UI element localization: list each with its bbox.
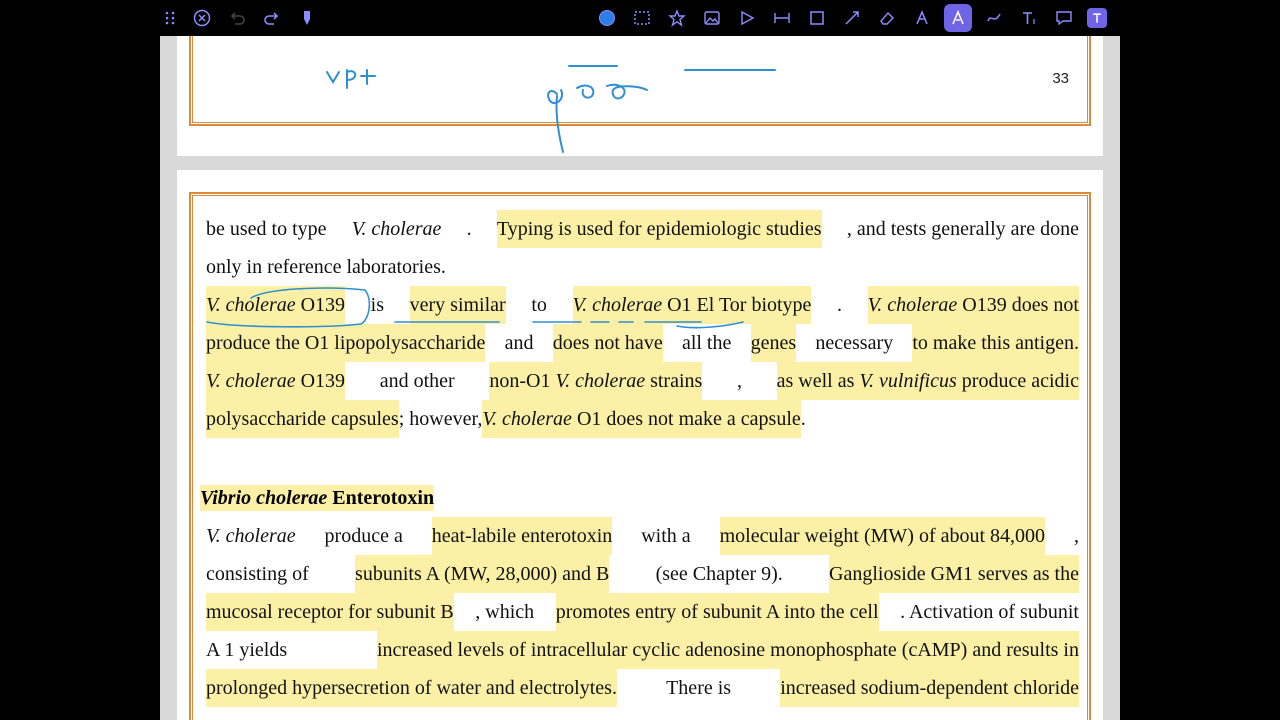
highlighted-text: very similar xyxy=(410,286,506,324)
home-indicator[interactable] xyxy=(520,715,760,720)
text-line xyxy=(206,210,1079,248)
comment-icon[interactable] xyxy=(1052,6,1076,30)
text-run: , xyxy=(1073,525,1079,547)
text-run-italic: V. cholerae xyxy=(482,408,572,430)
highlighted-text: increased levels of intracellular cyclic adenosine monophosphate (cAMP) and results in xyxy=(377,631,1079,669)
text-run: , which xyxy=(475,601,535,623)
text-run: O139 xyxy=(295,370,346,392)
text-run: produce acidic xyxy=(956,370,1079,392)
text-run: . xyxy=(837,294,843,316)
text-run: to xyxy=(531,294,547,316)
highlighted-text: prolonged hypersecretion of water and electrolytes. xyxy=(206,669,617,707)
text-line xyxy=(206,593,1079,631)
text-run: . xyxy=(800,408,806,430)
text-run: produce a xyxy=(324,525,403,547)
text-box-icon[interactable] xyxy=(1087,8,1107,28)
text-run: A 1 yields xyxy=(206,639,288,661)
text-run: O1 El Tor biotype xyxy=(662,294,812,316)
line-icon[interactable] xyxy=(840,6,864,30)
text-run: . xyxy=(466,218,472,240)
star-icon[interactable] xyxy=(665,6,689,30)
highlighted-text: molecular weight (MW) of about 84,000 xyxy=(720,517,1045,555)
highlighted-text: to make this antigen. xyxy=(912,324,1079,362)
text-run-italic: V. cholerae xyxy=(351,218,442,240)
highlighted-text: heat-labile enterotoxin xyxy=(432,517,612,555)
highlighted-text: Ganglioside GM1 serves as the xyxy=(829,555,1079,593)
text-run-italic: V. vulnificus xyxy=(859,370,957,392)
close-icon[interactable] xyxy=(190,6,214,30)
smart-pen-icon[interactable] xyxy=(982,6,1006,30)
text-line xyxy=(206,669,1079,707)
text-line xyxy=(206,517,1079,555)
text-run: all the xyxy=(681,332,732,354)
text-run: (see Chapter 9). xyxy=(655,563,783,585)
eraser-icon[interactable] xyxy=(875,6,899,30)
paragraph-enterotoxin xyxy=(206,517,1079,707)
highlighter-icon[interactable] xyxy=(910,6,934,30)
highlighted-text: increased sodium-dependent chloride xyxy=(780,669,1079,707)
image-icon[interactable] xyxy=(700,6,724,30)
text-run: necessary xyxy=(815,332,894,354)
text-run: ; however, xyxy=(398,408,483,430)
handwritten-annotations xyxy=(177,36,1103,166)
highlighted-text: Typing is used for epidemiologic studies xyxy=(497,210,822,248)
text-line xyxy=(206,555,1079,593)
text-run: consisting of xyxy=(206,563,309,585)
text-line xyxy=(206,400,1079,438)
text-run-italic: V. cholerae xyxy=(206,370,296,392)
pin-icon[interactable] xyxy=(295,6,319,30)
pen-icon[interactable] xyxy=(944,4,972,32)
text-run: strains xyxy=(645,370,703,392)
text-run: . Activation of subunit xyxy=(900,601,1079,623)
text-run: O139 does not xyxy=(957,294,1079,316)
text-line xyxy=(206,286,1079,324)
text-line xyxy=(206,324,1079,362)
highlighted-text: genes xyxy=(751,324,797,362)
text-line xyxy=(206,248,1079,286)
highlighted-text: subunits A (MW, 28,000) and B xyxy=(355,555,609,593)
text-run: be used to type xyxy=(206,218,327,240)
text-run: , xyxy=(736,370,742,392)
text-run: only in reference laboratories. xyxy=(206,256,446,278)
lasso-icon[interactable] xyxy=(630,6,654,30)
highlighted-text: mucosal receptor for subunit B xyxy=(206,593,454,631)
text-run: non-O1 xyxy=(489,370,556,392)
text-line xyxy=(206,362,1079,400)
undo-icon[interactable] xyxy=(225,6,249,30)
text-run: and xyxy=(504,332,534,354)
measure-icon[interactable] xyxy=(770,6,794,30)
page-34 xyxy=(177,170,1103,720)
heading-italic: Vibrio cholerae xyxy=(200,487,328,509)
text-icon[interactable] xyxy=(1017,6,1041,30)
text-run: with a xyxy=(641,525,691,547)
annotation-toolbar xyxy=(0,0,1280,36)
text-run-italic: V. cholerae xyxy=(206,525,296,547)
text-run: There is xyxy=(666,677,732,699)
highlighted-text: produce the O1 lipopolysaccharide xyxy=(206,324,485,362)
text-run-italic: V. cholerae xyxy=(555,370,646,392)
text-line xyxy=(206,631,1079,669)
text-run: and other xyxy=(379,370,455,392)
text-run-italic: V. cholerae xyxy=(572,294,663,316)
page-number: 33 xyxy=(1052,70,1069,87)
text-run: , and tests generally are done xyxy=(846,218,1079,240)
text-run: is xyxy=(370,294,385,316)
drag-handle-icon[interactable] xyxy=(158,6,182,30)
text-run-italic: V. cholerae xyxy=(867,294,958,316)
text-run: as well as xyxy=(776,370,860,392)
section-heading xyxy=(200,483,434,513)
shape-icon[interactable] xyxy=(735,6,759,30)
rectangle-icon[interactable] xyxy=(805,6,829,30)
pen-color-icon[interactable] xyxy=(595,6,619,30)
text-run-italic: V. cholerae xyxy=(206,294,296,316)
highlighted-text: promotes entry of subunit A into the cell xyxy=(556,593,879,631)
text-run: O139 xyxy=(295,294,346,316)
paragraph-typing xyxy=(206,210,1079,438)
document-canvas[interactable] xyxy=(160,36,1120,720)
highlighted-text: does not have xyxy=(553,324,663,362)
redo-icon[interactable] xyxy=(260,6,284,30)
page-33 xyxy=(177,36,1103,156)
text-run: O1 does not make a capsule xyxy=(571,408,801,430)
heading-text: Enterotoxin xyxy=(327,487,435,509)
highlighted-text: polysaccharide capsules xyxy=(206,400,399,438)
